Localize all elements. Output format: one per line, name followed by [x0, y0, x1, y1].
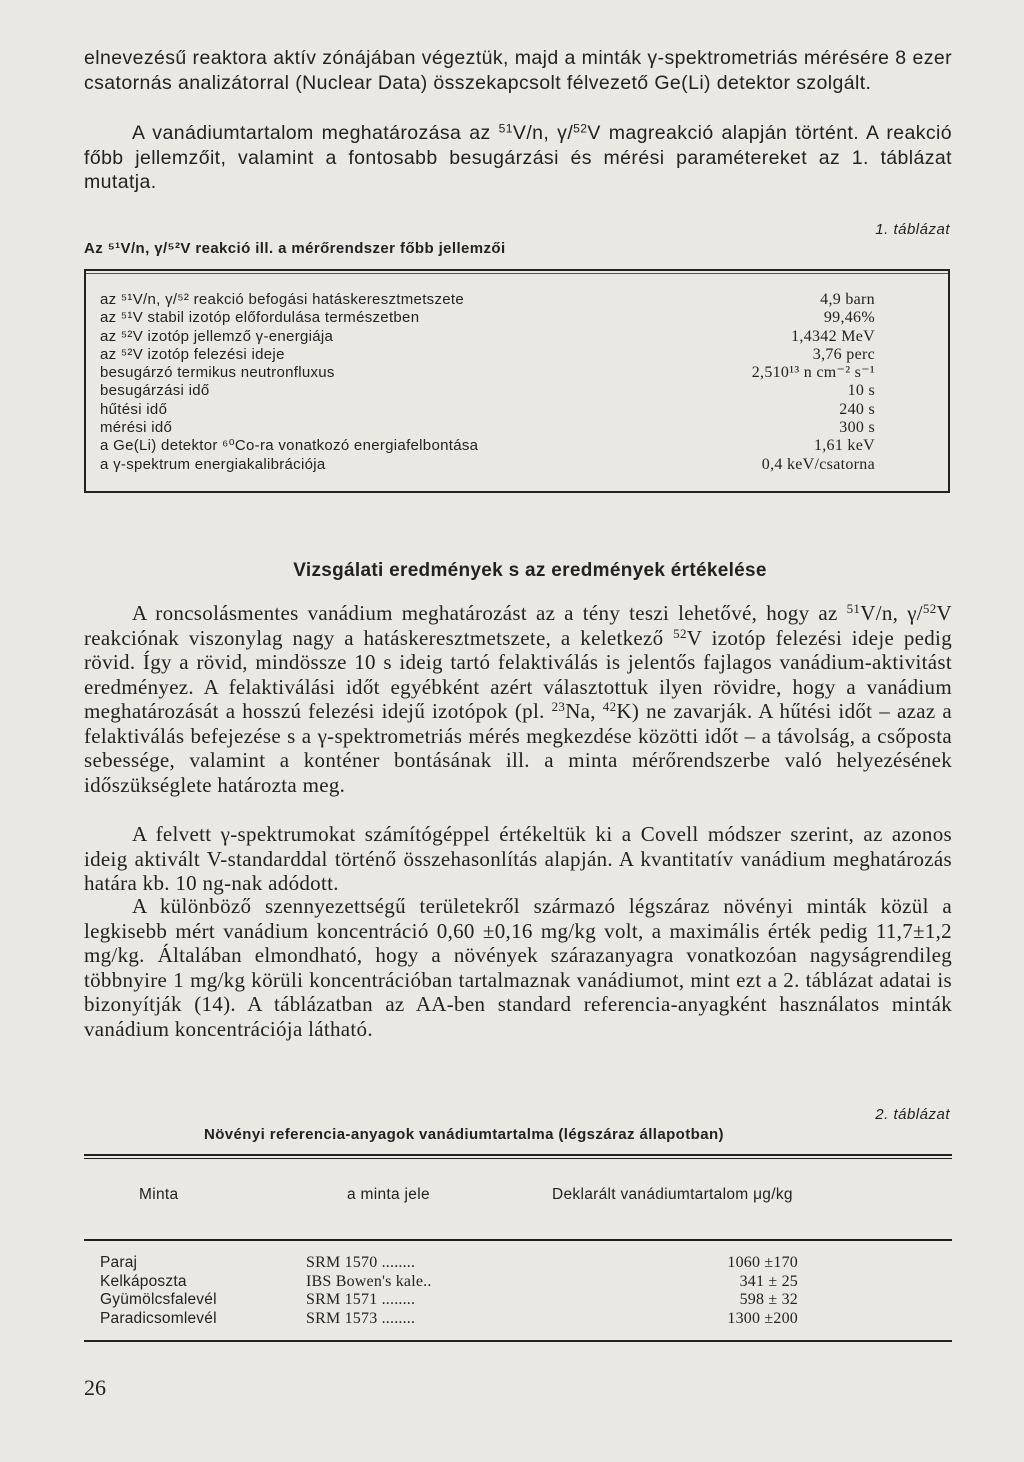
- row-label: az ⁵²V izotóp jellemző γ-energiája: [100, 327, 334, 345]
- table1-body: [100, 291, 875, 474]
- results-text: V reakciónak viszonylag nagy a hatáskeresztmetszete, a keletkező: [84, 601, 952, 650]
- table2-top-rule-inner: [84, 1158, 952, 1159]
- results-text: Na,: [565, 699, 603, 723]
- row-value: 2,510¹³ n cm⁻² s⁻¹: [751, 364, 875, 382]
- table2-header-minta: Minta: [139, 1186, 179, 1203]
- table2-header-deklaralt: Deklarált vanádiumtartalom μg/kg: [552, 1186, 793, 1203]
- table2-body: [100, 1254, 940, 1328]
- table1-top-rule-inner: [84, 273, 950, 274]
- page-number: 26: [84, 1375, 106, 1400]
- results-paragraph-3: A különböző szennyezettségű területekről származó légszáraz növényi minták közül a legkisebb mért vanádium koncentráció 0,60 ±0,16 mg/kg volt, a maximális érték pedig 11,7±1,2 mg/kg. Általában elmondható, hogy a növények szárazanyagra vonatkozóan nagyságrendileg többnyire 1 mg/kg körüli koncentrációban tartalmaznak vanádiumot, mint ezt a 2. táblázat adatai is bizonyítják (14). A táblázatban az AA-ben standard referencia-anyagként használatos minták vanádium koncentrációja látható.: [84, 894, 952, 1041]
- row-value: 1,61 keV: [813, 437, 875, 455]
- cell-ertek: 1060 ±170: [727, 1254, 798, 1271]
- table1-left-border: [84, 269, 86, 493]
- row-value: 1,4342 MeV: [791, 327, 875, 345]
- row-label: hűtési idő: [100, 400, 168, 418]
- row-value: 0,4 keV/csatorna: [761, 455, 875, 473]
- row-label: a γ-spektrum energiakalibrációja: [100, 455, 326, 473]
- intro-paragraph-1: [84, 46, 952, 95]
- sup-52: 52: [573, 121, 588, 136]
- table1-top-rule: [84, 269, 950, 271]
- sup-51: 51: [498, 121, 513, 136]
- table-row: [100, 382, 875, 400]
- table1-number: 1. táblázat: [875, 221, 950, 238]
- row-value: 99,46%: [823, 309, 875, 327]
- cell-ertek: 341 ± 25: [739, 1272, 798, 1290]
- row-value: 300 s: [839, 419, 875, 437]
- table-row: [100, 364, 875, 382]
- table1-right-border: [948, 269, 950, 493]
- cell-ertek: 1300 ±200: [727, 1309, 798, 1327]
- cell-minta: Paraj: [100, 1254, 138, 1271]
- results-text: A roncsolásmentes vanádium meghatározást az a tény teszi lehetővé, hogy az: [132, 601, 847, 625]
- table1: [84, 269, 950, 495]
- results-text: V/n, γ/: [860, 601, 923, 625]
- table-row: [100, 346, 875, 364]
- table2-header-jele: a minta jele: [347, 1186, 430, 1203]
- section-heading: Vizsgálati eredmények s az eredmények értékelése: [293, 560, 767, 581]
- intro-text-2c: V magreakció alapján történt. A reakció főbb jellemzőit, valamint a fontosabb besugárzási és mérési paramétereket az 1. táblázat mutatja.: [84, 122, 952, 193]
- row-value: 10 s: [847, 382, 875, 400]
- cell-minta: Paradicsomlevél: [100, 1309, 217, 1327]
- intro-text-2a: A vanádiumtartalom meghatározása az: [132, 122, 499, 144]
- table-row: [100, 401, 875, 419]
- sup-23: 23: [551, 698, 566, 714]
- row-value: 3,76 perc: [812, 345, 875, 363]
- cell-minta: Kelkáposzta: [100, 1272, 187, 1290]
- table2-top-rule: [84, 1154, 952, 1156]
- row-label: az ⁵¹V stabil izotóp előfordulása természetben: [100, 309, 420, 327]
- table1-title: Az ⁵¹V/n, γ/⁵²V reakció ill. a mérőrendszer főbb jellemzői: [84, 240, 506, 257]
- results-paragraph-1: [84, 601, 952, 797]
- row-label: mérési idő: [100, 419, 173, 437]
- table-row: [100, 437, 875, 455]
- row-value: 240 s: [839, 400, 875, 418]
- table-row: [100, 1291, 940, 1310]
- results-text: V izotóp felezési ideje pedig rövid. Így a rövid, mindössze 10 s ideig tartó felaktiválás is jelentős fajlagos vanádium-aktivitást eredményez. A felaktiválási időt egyébként azért választottuk ilyen rövidre, hogy a vanádium meghatározását a hosszú felezési idejű izotópok (pl.: [84, 625, 952, 723]
- row-label: az ⁵¹V/n, γ/⁵² reakció befogási hatáskeresztmetszete: [100, 291, 465, 308]
- table2-number: 2. táblázat: [875, 1106, 950, 1123]
- cell-jele: SRM 1571 ........: [306, 1291, 416, 1309]
- row-label: besugárzó termikus neutronfluxus: [100, 364, 335, 382]
- table2-title: Növényi referencia-anyagok vanádiumtartalma (légszáraz állapotban): [204, 1126, 724, 1143]
- results-paragraph-2: A felvett γ-spektrumokat számítógéppel értékeltük ki a Covell módszer szerint, az azonos ideig aktivált V-standarddal történő összehasonlítás alapján. A kvantitatív vanádium meghatározás határa kb. 10 ng-nak adódott.: [84, 822, 952, 895]
- sup-52: 52: [673, 625, 687, 641]
- intro-paragraph-2: [84, 121, 952, 195]
- table-row: [100, 456, 875, 474]
- cell-jele: IBS Bowen's kale..: [306, 1272, 432, 1290]
- row-label: a Ge(Li) detektor ⁶⁰Co-ra vonatkozó energiafelbontása: [100, 437, 479, 455]
- table2-bottom-rule: [84, 1340, 952, 1342]
- table2-header-rule: [84, 1239, 952, 1241]
- row-label: az ⁵²V izotóp felezési ideje: [100, 345, 285, 363]
- table-row: [100, 328, 875, 346]
- cell-ertek: 598 ± 32: [739, 1291, 798, 1309]
- cell-minta: Gyümölcsfalevél: [100, 1291, 217, 1309]
- sup-51: 51: [846, 600, 861, 616]
- table-row: [100, 419, 875, 437]
- table-row: [100, 1254, 940, 1273]
- table1-bottom-rule: [84, 491, 950, 493]
- sup-52: 52: [922, 600, 937, 616]
- sup-42: 42: [602, 698, 617, 714]
- row-label: besugárzási idő: [100, 382, 210, 400]
- cell-jele: SRM 1570 ........: [306, 1254, 416, 1271]
- table-row: [100, 1273, 940, 1292]
- table-row: [100, 1310, 940, 1329]
- intro-text-2b: V/n, γ/: [512, 122, 574, 144]
- row-value: 4,9 barn: [820, 291, 875, 308]
- intro-text-1: elnevezésű reaktora aktív zónájában végeztük, majd a minták γ-spektrometriás mérésére 8 ezer csatornás analizátorral (Nuclear Data) összekapcsolt félvezető Ge(Li) detektor szolgált.: [84, 47, 952, 94]
- table2: [84, 1154, 952, 1344]
- table-row: [100, 309, 875, 327]
- table-row: [100, 291, 875, 309]
- cell-jele: SRM 1573 ........: [306, 1309, 416, 1327]
- results-text: K) ne zavarják. A hűtési időt – azaz a felaktiválás befejezése s a γ-spektrometriás mérés megkezdése közötti időt – a távolság, a csőposta sebessége, valamint a konténer bontásának ill. a minta mérőrendszerbe való helyezésének időszükséglete határozta meg.: [84, 699, 953, 797]
